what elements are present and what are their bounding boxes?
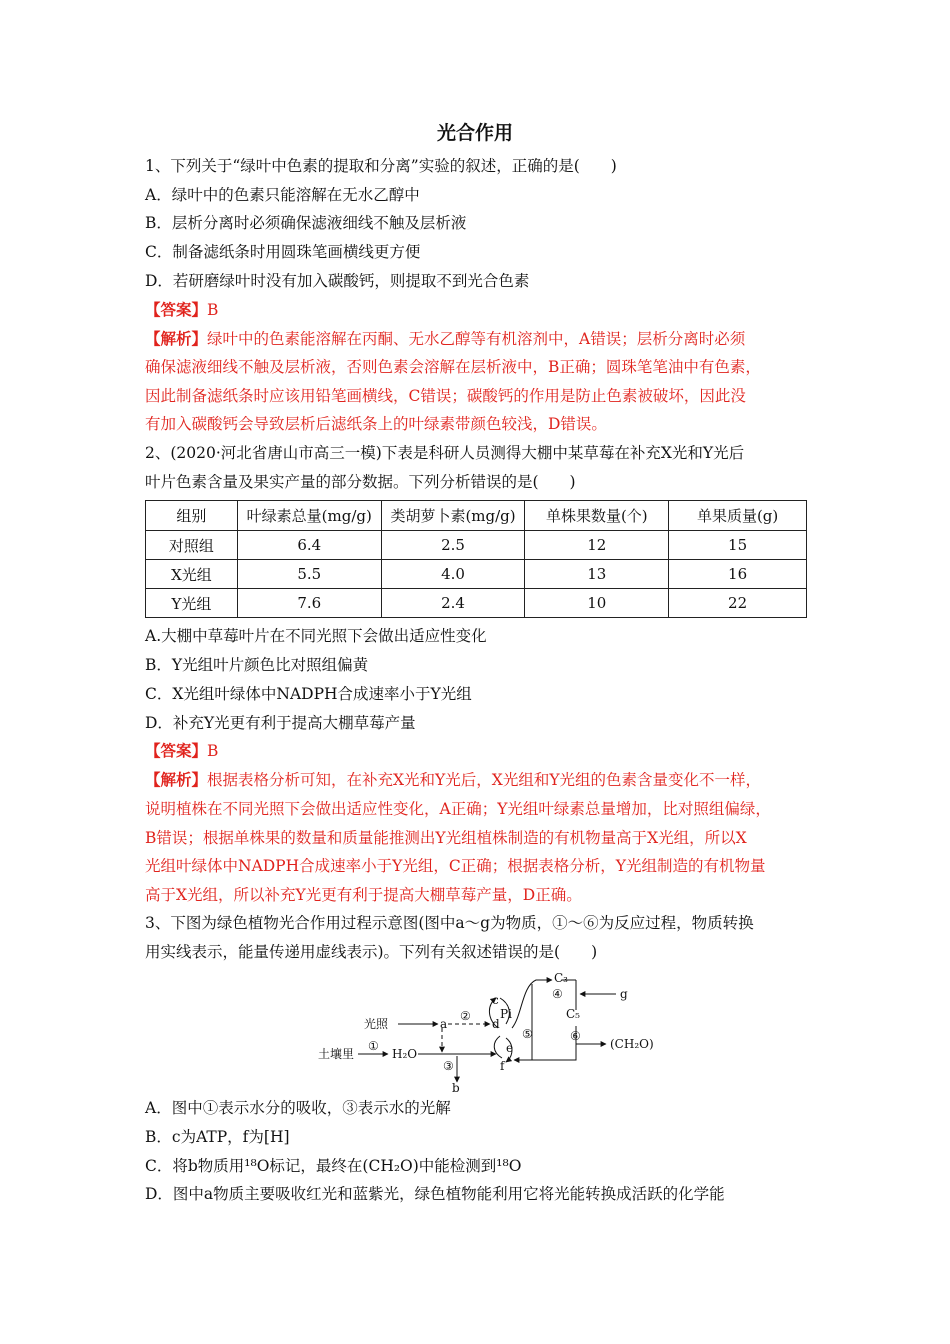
q2-analysis-line-1 xyxy=(145,770,825,790)
q1-stem: 1、下列关于“绿叶中色素的提取和分离”实验的叙述，正确的是( ) xyxy=(145,157,617,175)
label-process-4: ④ xyxy=(552,987,563,1001)
q1-analysis-line-3: 因此制备滤纸条时应该用铅笔画横线，C错误；碳酸钙的作用是防止色素被破坏，因此没 xyxy=(145,387,746,405)
label-process-5: ⑤ xyxy=(522,1027,533,1041)
table-header-cell: 组别 xyxy=(146,501,238,531)
table-cell: 2.5 xyxy=(381,531,525,560)
table-header-cell: 叶绿素总量(mg/g) xyxy=(237,501,381,531)
q3-option-d: D．图中a物质主要吸收红光和蓝紫光，绿色植物能利用它将光能转换成活跃的化学能 xyxy=(145,1185,725,1203)
label-process-3: ③ xyxy=(443,1059,454,1073)
label-process-2: ② xyxy=(460,1009,471,1023)
q1-analysis-text-1: 绿叶中的色素能溶解在丙酮、无水乙醇等有机溶剂中，A错误；层析分离时必须 xyxy=(207,330,746,348)
q3-stem-line-1: 3、下图为绿色植物光合作用过程示意图(图中a～g为物质，①～⑥为反应过程，物质转换 xyxy=(145,914,754,932)
label-c: c xyxy=(492,993,499,1007)
label-process-1: ① xyxy=(368,1039,379,1053)
q1-analysis-line-4: 有加入碳酸钙会导致层析后滤纸条上的叶绿素带颜色较浅，D错误。 xyxy=(145,415,607,433)
q2-option-a: A.大棚中草莓叶片在不同光照下会做出适应性变化 xyxy=(145,627,487,645)
q3-option-b: B．c为ATP，f为[H] xyxy=(145,1128,290,1146)
q3-option-c: C．将b物质用¹⁸O标记，最终在(CH₂O)中能检测到¹⁸O xyxy=(145,1157,522,1175)
label-b: b xyxy=(452,1081,460,1095)
table-cell: 12 xyxy=(525,531,669,560)
q1-analysis-line-1 xyxy=(145,329,825,349)
table-cell: 16 xyxy=(669,560,807,589)
table-cell: 2.4 xyxy=(381,589,525,618)
label-d: d xyxy=(492,1017,500,1031)
table-cell: 15 xyxy=(669,531,807,560)
q1-analysis-tag: 【解析】 xyxy=(145,329,208,348)
q1-analysis-line-2: 确保滤液细线不触及层析液，否则色素会溶解在层析液中，B正确；圆珠笔笔油中有色素， xyxy=(145,358,761,376)
q2-answer xyxy=(145,741,825,761)
q1-option-a: A．绿叶中的色素只能溶解在无水乙醇中 xyxy=(145,186,420,204)
label-g: g xyxy=(620,987,628,1001)
photosynthesis-diagram xyxy=(300,966,660,1096)
label-c5: C₅ xyxy=(566,1007,580,1021)
table-row xyxy=(146,531,807,560)
label-a: a xyxy=(440,1017,448,1031)
table-header-cell: 单株果数量(个) xyxy=(525,501,669,531)
q2-answer-tag: 【答案】 xyxy=(145,741,208,760)
table-cell: X光组 xyxy=(146,560,238,589)
q2-analysis-tag: 【解析】 xyxy=(145,770,208,789)
label-e: e xyxy=(506,1041,514,1055)
q2-stem-line-1: 2、(2020·河北省唐山市高三一模)下表是科研人员测得大棚中某草莓在补充X光和Y光后 xyxy=(145,444,745,462)
q2-option-d: D．补充Y光更有利于提高大棚草莓产量 xyxy=(145,714,416,732)
table-cell: Y光组 xyxy=(146,589,238,618)
table-cell: 22 xyxy=(669,589,807,618)
page-title: 光合作用 xyxy=(436,122,513,144)
q2-option-c: C．X光组叶绿体中NADPH合成速率小于Y光组 xyxy=(145,685,472,703)
q2-data-table xyxy=(145,500,807,618)
table-cell: 5.5 xyxy=(237,560,381,589)
label-water: H₂O xyxy=(392,1047,418,1061)
table-header-cell: 类胡萝卜素(mg/g) xyxy=(381,501,525,531)
q2-analysis-line-3: B错误；根据单株果的数量和质量能推测出Y光组植株制造的有机物量高于X光组，所以X xyxy=(145,829,747,847)
q2-analysis-line-2: 说明植株在不同光照下会做出适应性变化，A正确；Y光组叶绿素总量增加，比对照组偏绿， xyxy=(145,800,771,818)
q2-option-b: B．Y光组叶片颜色比对照组偏黄 xyxy=(145,656,369,674)
q1-option-d: D．若研磨绿叶时没有加入碳酸钙，则提取不到光合色素 xyxy=(145,272,530,290)
table-header-row xyxy=(146,501,807,531)
q1-answer-value: B xyxy=(207,301,219,319)
table-cell: 对照组 xyxy=(146,531,238,560)
q2-analysis-text-1: 根据表格分析可知，在补充X光和Y光后，X光组和Y光组的色素含量变化不一样， xyxy=(207,771,762,789)
q1-option-c: C．制备滤纸条时用圆珠笔画横线更方便 xyxy=(145,243,421,261)
q1-option-b: B．层析分离时必须确保滤液细线不触及层析液 xyxy=(145,214,467,232)
label-f: f xyxy=(500,1059,505,1073)
q3-stem-line-2: 用实线表示，能量传递用虚线表示)。下列有关叙述错误的是( ) xyxy=(145,943,598,961)
q2-analysis-line-5: 高于X光组，所以补充Y光更有利于提高大棚草莓产量，D正确。 xyxy=(145,886,582,904)
q2-answer-value: B xyxy=(207,742,219,760)
table-cell: 10 xyxy=(525,589,669,618)
table-row xyxy=(146,589,807,618)
label-light: 光照 xyxy=(364,1017,389,1031)
q1-answer xyxy=(145,300,825,320)
q1-answer-tag: 【答案】 xyxy=(145,300,208,319)
table-row xyxy=(146,560,807,589)
label-ch2o: (CH₂O) xyxy=(610,1037,654,1051)
label-process-6: ⑥ xyxy=(570,1029,581,1043)
label-soil: 土壤里 xyxy=(318,1047,355,1061)
table-cell: 13 xyxy=(525,560,669,589)
q2-analysis-line-4: 光组叶绿体中NADPH合成速率小于Y光组，C正确；根据表格分析，Y光组制造的有机物量 xyxy=(145,857,766,875)
label-pi: Pi xyxy=(500,1007,512,1021)
table-cell: 6.4 xyxy=(237,531,381,560)
table-cell: 4.0 xyxy=(381,560,525,589)
q2-stem-line-2: 叶片色素含量及果实产量的部分数据。下列分析错误的是( ) xyxy=(145,473,576,491)
table-header-cell: 单果质量(g) xyxy=(669,501,807,531)
q3-option-a: A．图中①表示水分的吸收，③表示水的光解 xyxy=(145,1099,451,1117)
table-cell: 7.6 xyxy=(237,589,381,618)
label-c3: C₃ xyxy=(554,971,568,985)
